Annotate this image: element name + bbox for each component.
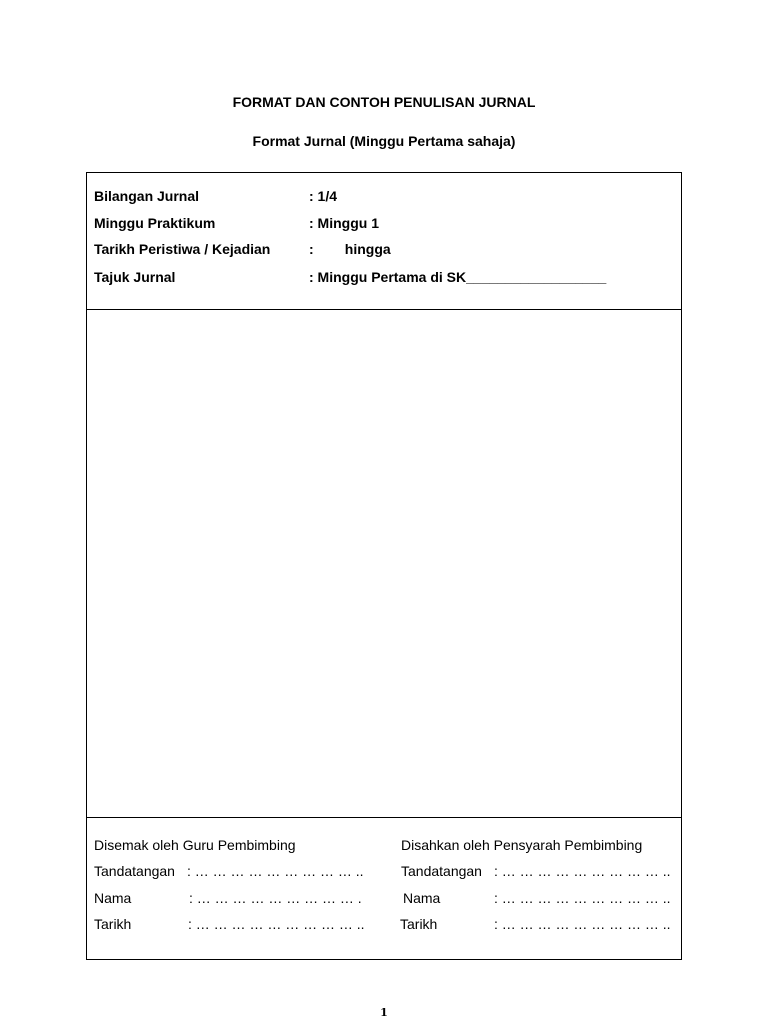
sign-value: : … … … … … … … … … .. (494, 890, 671, 906)
sign-label: Tarikh (94, 916, 132, 932)
sign-label: Nama (403, 890, 441, 906)
info-label: Tarikh Peristiwa / Kejadian (94, 241, 271, 257)
journal-body-area[interactable] (87, 310, 681, 817)
journal-form (86, 172, 682, 960)
sign-value: : … … … … … … … … … .. (187, 863, 364, 879)
sign-heading: Disemak oleh Guru Pembimbing (94, 837, 296, 853)
sign-label: Tarikh (400, 916, 438, 932)
document-title: FORMAT DAN CONTOH PENULISAN JURNAL (232, 94, 536, 110)
info-value: : Minggu Pertama di SK__________________ (309, 269, 607, 285)
info-value: : hingga (309, 241, 391, 257)
page-number: 1 (380, 1006, 388, 1019)
journal-info-section (87, 173, 681, 310)
sign-value: : … … … … … … … … … . (189, 890, 362, 906)
info-value: : Minggu 1 (309, 215, 379, 231)
sign-label: Tandatangan (94, 863, 175, 879)
sign-value: : … … … … … … … … … .. (188, 916, 365, 932)
document-subtitle: Format Jurnal (Minggu Pertama sahaja) (252, 133, 516, 149)
sign-value: : … … … … … … … … … .. (494, 863, 671, 879)
sign-label: Tandatangan (401, 863, 482, 879)
info-value: : 1/4 (309, 188, 338, 204)
info-label: Tajuk Jurnal (94, 269, 176, 285)
info-label: Bilangan Jurnal (94, 188, 200, 204)
sign-value: : … … … … … … … … … .. (494, 916, 671, 932)
sign-heading: Disahkan oleh Pensyarah Pembimbing (401, 837, 643, 853)
signature-section (87, 817, 681, 959)
info-label: Minggu Praktikum (94, 215, 216, 231)
sign-label: Nama (94, 890, 132, 906)
